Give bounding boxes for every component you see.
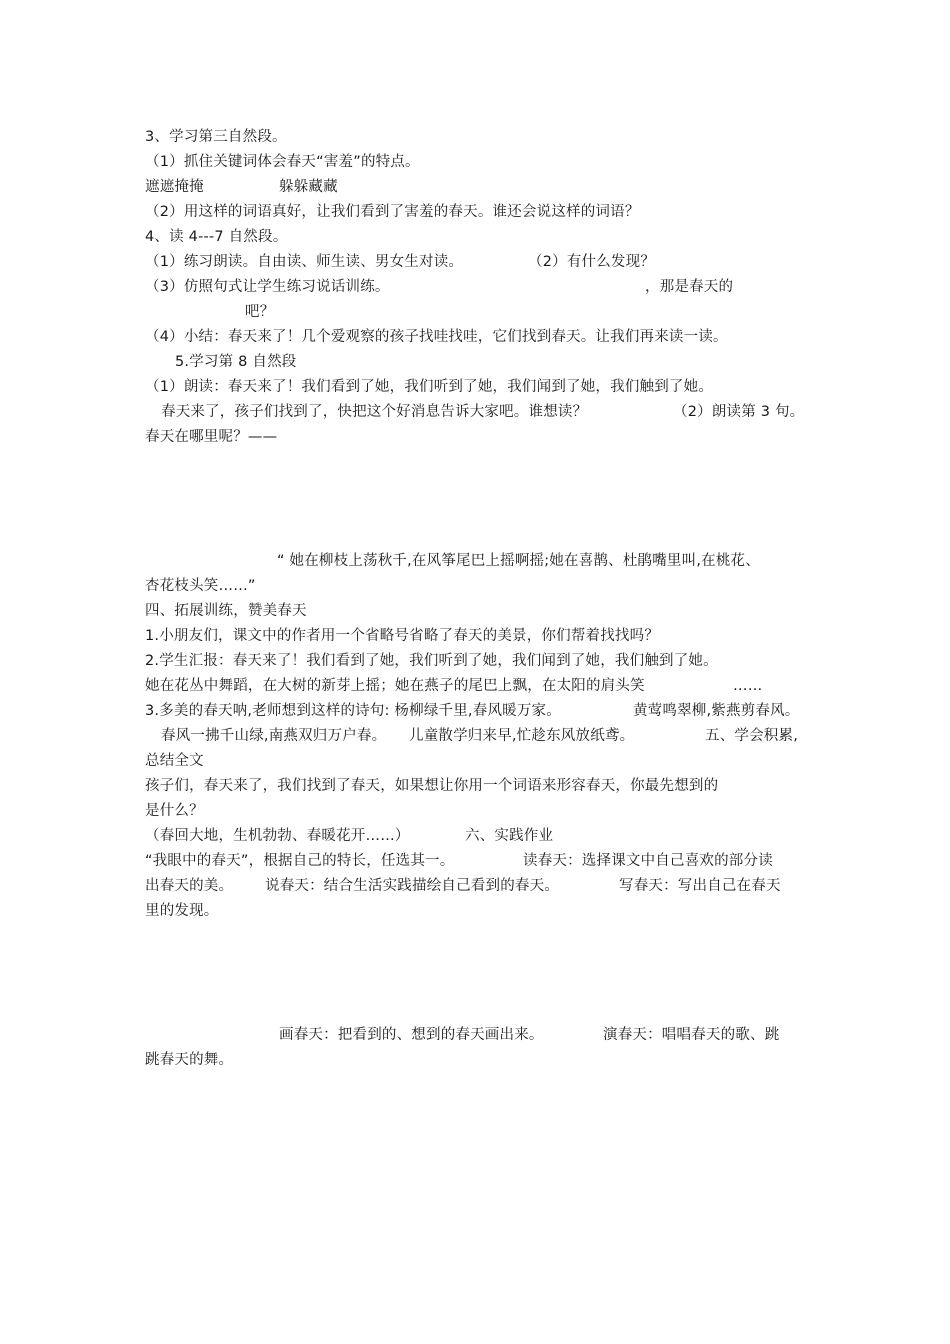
section-heading-four: 四、拓展训练，赞美春天 — [145, 603, 307, 619]
section-heading-3: 3、学习第三自然段。 — [145, 129, 287, 145]
text-line: （2）用这样的词语真好，让我们看到了害羞的春天。谁还会说这样的词语？ — [145, 204, 640, 220]
text-line: 孩子们，春天来了，我们找到了春天，如果想让你用一个词语来形容春天，你最先想到的 — [145, 778, 719, 794]
text-line: 遮遮掩掩 躲躲藏藏 — [145, 179, 338, 195]
text-line: （1）抓住关键词体会春天“害羞”的特点。 — [145, 154, 420, 170]
section-heading-4: 4、读 4---7 自然段。 — [145, 229, 288, 245]
text-line: 春天在哪里呢？—— — [145, 429, 278, 445]
text-line: （4）小结：春天来了！几个爱观察的孩子找哇找哇，它们找到春天。让我们再来读一读。 — [145, 329, 728, 345]
text-line: （1）朗读：春天来了！我们看到了她，我们听到了她，我们闻到了她，我们触到了她。 — [145, 379, 714, 395]
text-line: 是什么？ — [145, 803, 204, 819]
text-line: 3.多美的春天呐,老师想到这样的诗句: 杨柳绿千里,春风暖万家。 黄莺鸣翠柳,紫燕剪春风。 — [145, 703, 800, 719]
text-line: 2.学生汇报：春天来了！我们看到了她，我们听到了她，我们闻到了她，我们触到了她。 — [145, 653, 718, 669]
text-line: 她在花丛中舞蹈，在大树的新芽上摇；她在燕子的尾巴上飘，在太阳的肩头笑 …… — [145, 678, 763, 694]
text-line: 里的发现。 — [145, 903, 219, 919]
text-line: （春回大地，生机勃勃、春暖花开……） 六、实践作业 — [145, 828, 554, 844]
text-line: 出春天的美。 说春天：结合生活实践描绘自己看到的春天。 写春天：写出自己在春天 — [145, 878, 781, 894]
text-line: 跳春天的舞。 — [145, 1052, 234, 1068]
document-page: 3、学习第三自然段。 （1）抓住关键词体会春天“害羞”的特点。 遮遮掩掩 躲躲藏藏 （2）用这样的词语真好，让我们看到了害羞的春天。谁还会说这样的词语？ 4、读 4---7 自然段。 （1）练习朗读。自由读、师生读、男女生对读。 （2）有什么发现？ （3）仿照句式让学生练习说话训练。 ，那是春天的 吧？ （4）小结：春天来了！几个爱观察的孩子找哇找哇，它们找到春天。让我们再来读一读。 5.学习第 8 自然段 （1）朗读：春天来了！我们看到了她，我们听到了她，我们闻到了她，我们触到了她。 春天来了，孩子们找到了，快把这个好消息告诉大家吧。谁想读？ （2）朗读第 3 句。 春天在哪里呢？—— “ 她在柳枝上荡秋千,在风筝尾巴上摇啊摇;她在喜鹊、杜鹃嘴里叫,在桃花、 杏花枝头笑……” 四、拓展训练，赞美春天 1.小朋友们，课文中的作者用一个省略号省略了春天的美景，你们帮着找找吗？ 2.学生汇报：春天来了！我们看到了她，我们听到了她，我们闻到了她，我们触到了她。 她在花丛中舞蹈，在大树的新芽上摇；她在燕子的尾巴上飘，在太阳的肩头笑 …… 3.多美的春天呐,老师想到这样的诗句: 杨柳绿千里,春风暖万家。 黄莺鸣翠柳,紫燕剪春风。 春风一拂千山绿,南燕双归万户春。 儿童散学归来早,忙趁东风放纸鸢。 五、学会积累, 总结全文 孩子们，春天来了，我们找到了春天，如果想让你用一个词语来形容春天，你最先想到的 是什么？ （春回大地，生机勃勃、春暖花开……） 六、实践作业 “我眼中的春天”，根据自己的特长，任选其一。 读春天：选择课文中自己喜欢的部分读 出春天的美。 说春天：结合生活实践描绘自己看到的春天。 写春天：写出自己在春天 里的发现。 画春天：把看到的、想到的春天画出来。 演春天：唱唱春天的歌、跳 跳春天的舞。 — [0, 0, 950, 1344]
text-line: “我眼中的春天”，根据自己的特长，任选其一。 读春天：选择课文中自己喜欢的部分读 — [145, 853, 773, 869]
section-heading-five: 总结全文 — [145, 753, 204, 769]
quote-line: 杏花枝头笑……” — [145, 578, 256, 594]
text-line: （1）练习朗读。自由读、师生读、男女生对读。 （2）有什么发现？ — [145, 254, 656, 270]
text-line: 1.小朋友们，课文中的作者用一个省略号省略了春天的美景，你们帮着找找吗？ — [145, 628, 660, 644]
text-line: （3）仿照句式让学生练习说话训练。 ，那是春天的 — [145, 279, 734, 295]
